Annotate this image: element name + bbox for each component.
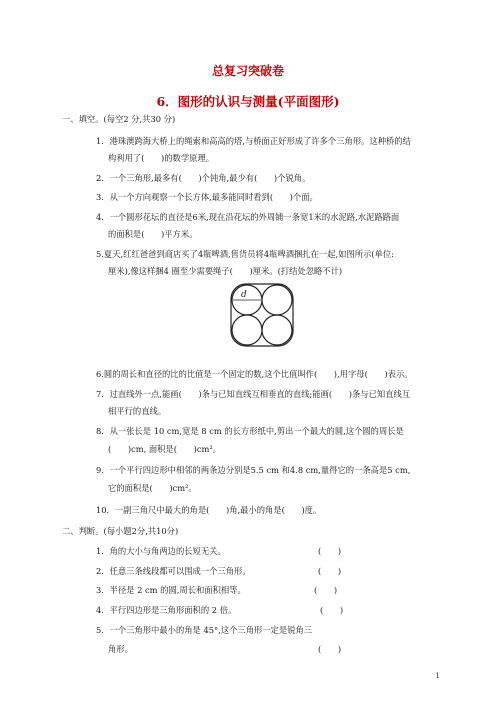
bottle-circle xyxy=(232,315,262,345)
tf-question-3: 3．半径是 2 cm 的圆,周长和面积相等。 xyxy=(96,585,246,595)
question-6: 6.圆的周长和直径的比的比值是一个固定的数,这个比值叫作( ),用字母( )表示。 xyxy=(96,369,413,379)
question-8-line2: ( )cm, 面积是( )cm²。 xyxy=(108,444,221,454)
question-5-line1: 5.夏天,红红爸爸到商店买了4瓶啤酒,售货员将4瓶啤酒捆扎在一起,如图所示(单位: xyxy=(96,249,394,259)
page-subtitle: 6．图形的认识与测量(平面图形) xyxy=(156,94,340,109)
question-1-line2: 构利用了( )的数学原理。 xyxy=(108,153,215,163)
question-8-line1: 8．从一张长是 10 cm,宽是 8 cm 的长方形纸中,剪出一个最大的圆,这个圆的周长是 xyxy=(96,426,404,436)
section-heading-true-false: 二、判断。(每小题2分,共10分) xyxy=(62,526,179,536)
tf-question-4: 4．平行四边形是三角形面积的 2 倍。 xyxy=(96,605,237,615)
question-7-line1: 7．过直线外一点,能画( )条与已知直线互相垂直的直线;能画( )条与已知直线互 xyxy=(96,389,411,399)
question-7-line2: 相平行的直线。 xyxy=(108,406,167,416)
tf-answer-box-5[interactable]: ( ) xyxy=(318,644,342,654)
question-3: 3．从一个方向观察一个长方体,最多能同时看到( )个面。 xyxy=(96,192,318,202)
tf-answer-box-1[interactable]: ( ) xyxy=(318,546,342,556)
question-2: 2．一个三角形,最多有( )个钝角,最少有( )个锐角。 xyxy=(96,173,311,183)
bottle-circle xyxy=(262,315,292,345)
tf-question-5-line1: 5．一个三角形中最小的角是 45°,这个三角形一定是锐角三 xyxy=(96,625,313,635)
tf-answer-box-4[interactable]: ( ) xyxy=(320,605,344,615)
question-9-line2: 它的面积是( )cm²。 xyxy=(108,483,197,493)
bottle-circle xyxy=(262,285,292,315)
four-bottles-figure xyxy=(230,283,294,347)
page-number: 1 xyxy=(435,672,440,680)
section-heading-fill-blank: 一、填空。(每空2 分,共30 分) xyxy=(62,114,176,124)
tf-answer-box-3[interactable]: ( ) xyxy=(314,585,338,595)
question-5-line2: 厘米),像这样捆4 圈至少需要绳子( )厘米。(打结处忽略不计) xyxy=(108,266,343,276)
question-4-line1: 4．一个圆形花坛的直径是6米,现在沿花坛的外周铺一条宽1米的水泥路,水泥路路面 xyxy=(96,212,400,222)
page-title: 总复习突破卷 xyxy=(211,64,284,78)
question-9-line1: 9．一个平行四边形中相邻的两条边分别是5.5 cm 和4.8 cm,量得它的一条高是5 cm, xyxy=(96,465,411,475)
tf-question-1: 1．角的大小与角两边的长短无关。 xyxy=(96,546,226,556)
diameter-label: d xyxy=(241,290,247,300)
tf-question-2: 2．任意三条线段都可以围成一个三角形。 xyxy=(96,566,251,576)
tf-question-5-line2: 角形。 xyxy=(108,644,133,654)
question-1-line1: 1．港珠澳跨海大桥上的绳索和高高的塔,与桥面正好形成了许多个三角形。这种桥的结 xyxy=(96,136,411,146)
tf-answer-box-2[interactable]: ( ) xyxy=(318,566,342,576)
question-10: 10．一副三角尺中最大的角是( )角,最小的角是( )度。 xyxy=(96,505,322,515)
question-4-line2: 的面积是( )平方米。 xyxy=(108,229,198,239)
